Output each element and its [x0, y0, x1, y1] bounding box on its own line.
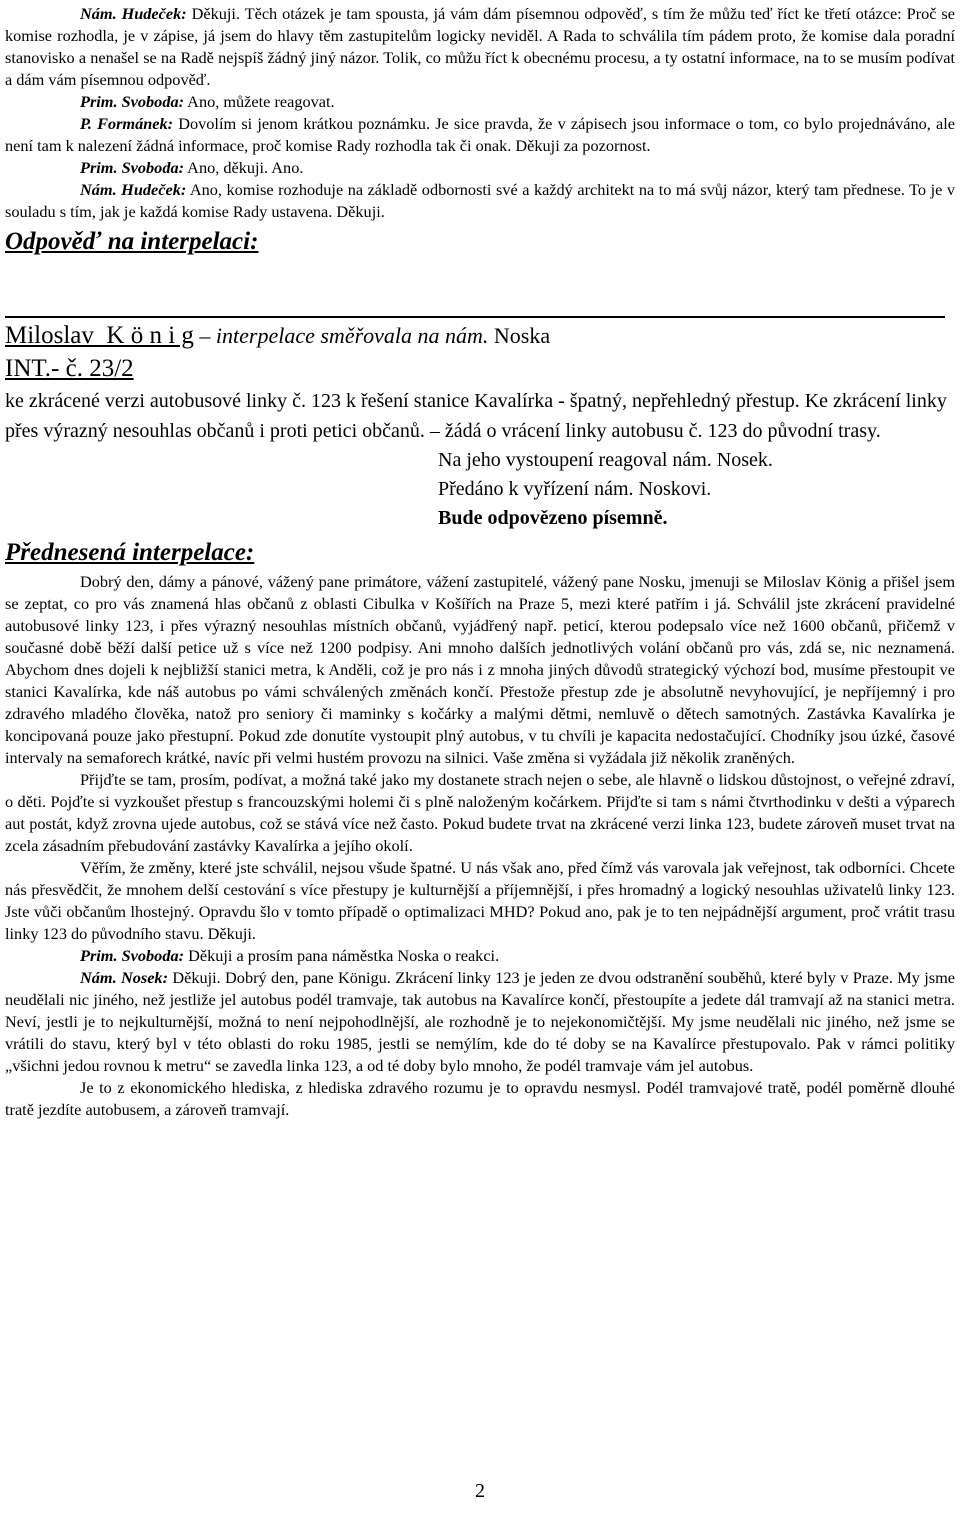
paragraph-svoboda-3 — [5, 945, 955, 967]
prior-discussion — [5, 0, 955, 223]
answer-mode-line: Bude odpovězeno písemně. — [438, 507, 668, 529]
directed-label: interpelace směřovala na nám. — [210, 323, 489, 348]
directed-to: Noska — [488, 323, 551, 348]
interpellant-line — [5, 320, 955, 352]
speech-text: Ano, můžete reagovat. — [184, 92, 335, 111]
interpellant-surname: K ö n i g — [106, 322, 194, 349]
speech-text: Děkuji. Těch otázek je tam spousta, já vám dám písemnou odpověď, s tím že můžu teď říct ke třetí otázce: Proč se komise rozhodla, je v zápise, já jsem do hlavy těm zastupitelům logicky neviděl. A Rada to schválila tím pádem proto, že komise dala poradní stanovisko a nenašel se na Radě nejspíš žádný jiný názor. Tolik, co můžu říct k obecnému procesu, a ty ostatní informace, na to se musím podívat a dám vám písemnou odpověď. — [5, 4, 955, 89]
speech-text: Ano, komise rozhoduje na základě odbornosti své a každý architekt na to má svůj názor, který tam přednese. To je v souladu s tím, jak je každá komise Rady ustavena. Děkuji. — [5, 180, 956, 221]
speech-text: Ano, děkuji. Ano. — [184, 158, 304, 177]
interpellation-subject: ke zkrácené verzi autobusové linky č. 123 k řešení stanice Kavalírka - špatný, nepřehledný přestup. Ke zkrácení linky přes výrazný nesouhlas občanů i proti petici občanů. – žádá o vrácení linky autobusu č. 123 do původní trasy. — [5, 390, 947, 442]
interpellation-status — [5, 446, 955, 533]
speech-text: Děkuji a prosím pana náměstka Noska o reakci. — [184, 946, 500, 965]
paragraph-svoboda-2 — [5, 157, 955, 179]
document-page — [5, 0, 955, 1121]
paragraph-hudecek-1 — [5, 3, 955, 91]
speech-text: Děkuji. Dobrý den, pane Königu. Zkrácení linky 123 je jeden ze dvou odstranění souběhů, které byly v Praze. My jsme neudělali nic jiného, než jestliže jel autobus podél tramvaje, tak autobus na Kavalírce končí, přestoupíte a jedete dál tramvají až na stanici metra. Neví, jestli je to nejkulturnější, možná to není nejpohodlnější, ale rozhodně je to nejekonomičtější. My jsme neudělali nic jiného, než jsme se vrátili do stavu, který byl v této oblasti do roku 1985, jestli se nemýlím, kde do té doby se na Kavalírce přestupovalo. Pak v rámci politiky „všichni jedou rovnou k metru“ se zavedla linka 123, a od té doby bylo mnoho, že podél tramvaje vám jel autobus. — [5, 968, 955, 1075]
speaker-label: P. Formánek: — [80, 114, 174, 133]
separator-rule — [5, 316, 945, 318]
speaker-label: Prim. Svoboda: — [80, 92, 185, 111]
paragraph-formanek — [5, 113, 955, 157]
speaker-label: Nám. Hudeček: — [80, 4, 187, 23]
speaker-label: Nám. Hudeček: — [80, 180, 187, 199]
paragraph-hudecek-2 — [5, 179, 955, 223]
speech-text: Dovolím si jenom krátkou poznámku. Je sice pravda, že v zápisech jsou informace o tom, co bylo projednáváno, ale není tam k nalezení žádná informace, proč komise Rady rozhodla tak či onak. Děkuji za pozornost. — [5, 114, 955, 155]
paragraph-svoboda-1 — [5, 91, 955, 113]
dash: – — [193, 323, 211, 348]
heading-answer: Odpověď na interpelaci: — [5, 228, 259, 255]
presented-body — [5, 571, 955, 1121]
paragraph-nosek — [5, 967, 955, 1077]
interpellant-name: Miloslav — [5, 322, 94, 349]
reacted-line: Na jeho vystoupení reagoval nám. Nosek. — [438, 449, 773, 471]
paragraph-body-3: Věřím, že změny, které jste schválil, nejsou všude špatné. U nás však ano, před čímž vás varovala jak veřejnost, tak odborníci. Chcete nás přesvědčit, že mnohem delší cestování s více přestupy je kulturnější a příjemnější, i přes hromadný a logický nesouhlas uživatelů linky 123. Jste vůči občanům lhostejný. Opravdu šlo v tomto případě o optimalizaci MHD? Pokud ano, pak je to ten nejpádnější argument, proč vrátit trasu linky 123 do původního stavu. Děkuji. — [5, 858, 955, 943]
speaker-label: Prim. Svoboda: — [80, 158, 185, 177]
heading-presented: Přednesená interpelace: — [5, 539, 255, 566]
handed-line: Předáno k vyřízení nám. Noskovi. — [438, 478, 712, 500]
paragraph-body-2: Přijďte se tam, prosím, podívat, a možná také jako my dostanete strach nejen o sebe, ale hlavně o lidskou důstojnost, o veřejné zdraví, o děti. Pojďte si vyzkoušet přestup s francouzskými holemi či s plně naloženým kočárkem. Přijďte si tam s námi čtvrthodinku v dešti a výparech aut postát, když zrovna ujede autobus, což se stává více než často. Pokud budete trvat na zkrácené verzi linka 123, budete zároveň muset trvat na zcela zásadním přebudování zastávky Kavalírka a jejího okolí. — [5, 770, 955, 855]
interpellation-number: INT.- č. 23/2 — [5, 355, 134, 382]
interpellation-block — [5, 320, 955, 533]
paragraph-body-1: Dobrý den, dámy a pánové, vážený pane primátore, vážení zastupitelé, vážený pane Nosku, jmenuji se Miloslav König a přišel jsem se zeptat, co pro vás znamená hlas občanů z oblasti Cibulka v Košířích na Praze 5, mezi které patřím i já. Schválil jste zkrácení pravidelné autobusové linky 123, i přes výrazný nesouhlas místních občanů, vyjádřený např. peticí, kterou podepsalo více než 1600 občanů, přičemž v současné době běží další petice už s více než 1200 podpisy. Ani mnoho dalších jednotlivých volání občanů pro vás, zdá se, nic neznamená. Abychom dnes dojeli k nejbližší stanici metra, k Anděli, což je pro nás i z mnoha jiných důvodů strategický výchozí bod, musíme přestoupit ve stanici Kavalírka, kde náš autobus po vámi schválených změnách končí. Přestože přestup zde je absolutně nevyhovující, je nepříjemný i pro zdravého mladého člověka, natož pro seniory či maminky s kočárky a malými dětmi, nemluvě o dětech samotných. Zastávka Kavalírka je koncipovaná pouze jako přestupní. Pokud zde donutíte vystoupit plný autobus, v tu chvíli je kapacita nedostačující. Chodníky jsou úzké, časové intervaly na semaforech krátké, navíc při velmi hustém provozu na silnici. Vaše změna si vyžádala již několik zraněných. — [5, 572, 955, 767]
speaker-label: Nám. Nosek: — [80, 968, 168, 987]
paragraph-body-6: Je to z ekonomického hlediska, z hlediska zdravého rozumu je to opravdu nesmysl. Podél tramvajové tratě, podél poměrně dlouhé tratě jezdíte autobusem, a zároveň tramvají. — [5, 1078, 955, 1119]
speaker-label: Prim. Svoboda: — [80, 946, 185, 965]
page-number: 2 — [475, 1480, 485, 1502]
